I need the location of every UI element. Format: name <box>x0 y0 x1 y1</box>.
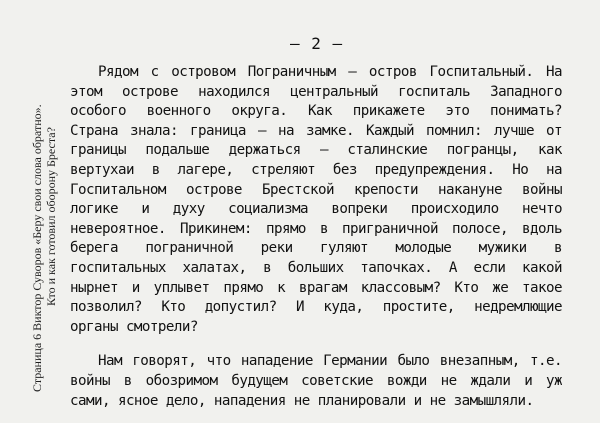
body-text <box>70 63 562 411</box>
text-line: вертухаи в лагере, стреляют без предупреждения. Но на <box>70 161 562 178</box>
text-line: нырнет и уплывет прямо к врагам классовым? Кто же такое <box>70 279 562 296</box>
side-margin <box>0 0 58 423</box>
text-line: логике и духу социализма вопреки происходило нечто <box>70 201 562 218</box>
paragraph-gap <box>70 337 562 352</box>
text-line: органы смотрели? <box>70 318 198 335</box>
text-line: Страна знала: граница – на замке. Каждый помнил: лучше от <box>70 122 562 139</box>
paragraph-1 <box>70 63 562 337</box>
text-line: невероятное. Прикинем: прямо в приграничной полосе, вдоль <box>70 220 562 237</box>
paragraph-2 <box>70 352 562 411</box>
text-line: позволил? Кто допустил? И куда, простите, недремлющие <box>70 299 562 316</box>
text-line: этом острове находился центральный госпиталь Западного <box>70 83 562 100</box>
text-line: берега пограничной реки гуляют молодые мужики в <box>70 240 562 257</box>
text-line: сами, ясное дело, нападения не планировали и не замышляли. <box>70 392 534 409</box>
side-caption-line-1: Страница 6 Виктор Суворов «Беру свои слова обратно». <box>30 104 44 392</box>
text-line: Госпитальном острове Брестской крепости накануне войны <box>70 181 562 198</box>
side-caption-line-2: Кто и как готовил оборону Бреста? <box>44 127 58 306</box>
text-line: границы подальше держаться – сталинские погранцы, как <box>70 142 562 159</box>
text-line: Нам говорят, что нападение Германии было внезапным, т.е. <box>98 353 562 370</box>
side-caption <box>30 22 58 392</box>
text-line: войны в обозримом будущем советские вожди не ждали и уж <box>70 372 562 389</box>
page-number: – 2 – <box>290 34 344 53</box>
text-line: госпитальных халатах, в больших тапочках. А если какой <box>70 259 562 276</box>
text-line: особого военного округа. Как прикажете это понимать? <box>70 103 562 120</box>
text-line: Рядом с островом Пограничным – остров Госпитальный. На <box>98 64 562 80</box>
